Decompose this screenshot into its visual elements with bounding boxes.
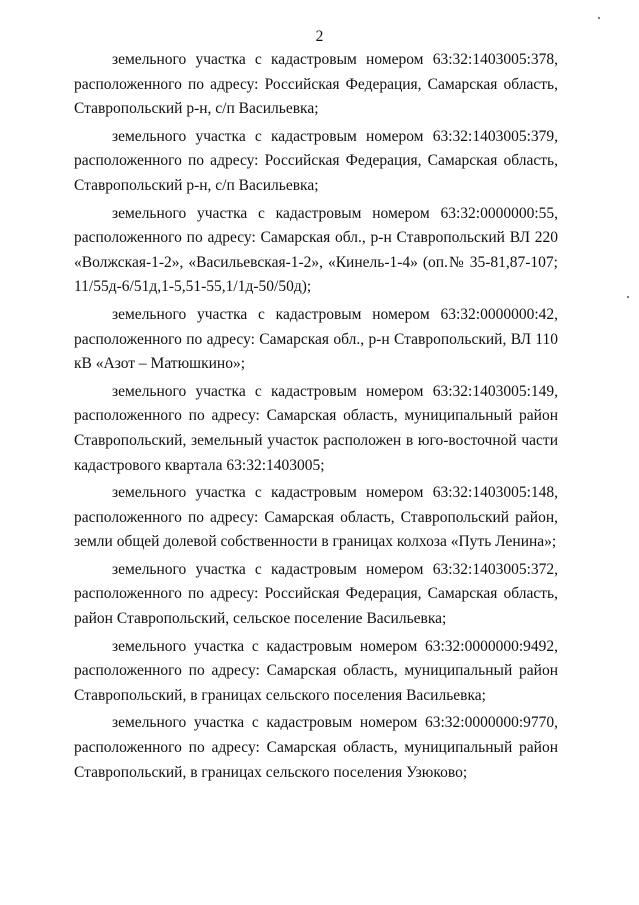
page-number: 2	[315, 28, 324, 45]
land-plot-entry: земельного участка с кадастровым номером 63:32:0000000:55, расположенного по адресу: Самарская обл., р-н Ставропольский ВЛ 220 «Волжская-1-2», «Васильевская-1-2», «Кинель-1-4» (оп.№ 35-81,87-107; 11/55д-6/51д,1-5,51-55,1/1д-50/50д);	[74, 204, 558, 296]
land-plot-entry: земельного участка с кадастровым номером 63:32:1403005:372, расположенного по адресу: Российская Федерация, Самарская область, район Ставропольский, сельское поселение Васильевка;	[74, 560, 558, 628]
land-plot-entry: земельного участка с кадастровым номером 63:32:1403005:378, расположенного по адресу: Российская Федерация, Самарская область, Ставропольский р-н, с/п Васильевка;	[74, 51, 558, 118]
land-plot-entry: земельного участка с кадастровым номером 63:32:1403005:148, расположенного по адресу: Самарская область, Ставропольский район, земли общей долевой собственности в границах колхоза «Путь Ленина»;	[74, 484, 558, 551]
land-plot-entry: земельного участка с кадастровым номером 63:32:0000000:42, расположенного по адресу: Самарская обл., р-н Ставропольский, ВЛ 110 кВ «Азот – Матюшкино»;	[74, 305, 558, 373]
scan-speck	[627, 296, 629, 298]
land-plot-entry: земельного участка с кадастровым номером 63:32:1403005:149, расположенного по адресу: Самарская область, муниципальный район Ставропольский, земельный участок расположен в юго-восточной части кадастрового квартала 63:32:1403005;	[74, 382, 558, 474]
land-plot-list	[74, 48, 558, 785]
scan-speck	[598, 17, 600, 19]
land-plot-entry: земельного участка с кадастровым номером 63:32:0000000:9492, расположенного по адресу: Самарская область, муниципальный район Ставропольский, в границах сельского поселения Васильевка;	[74, 637, 558, 704]
land-plot-entry: земельного участка с кадастровым номером 63:32:0000000:9770, расположенного по адресу: Самарская область, муниципальный район Ставропольский, в границах сельского поселения Узюково;	[74, 714, 558, 781]
land-plot-entry: земельного участка с кадастровым номером 63:32:1403005:379, расположенного по адресу: Российская Федерация, Самарская область, Ставропольский р-н, с/п Васильевка;	[74, 127, 558, 194]
